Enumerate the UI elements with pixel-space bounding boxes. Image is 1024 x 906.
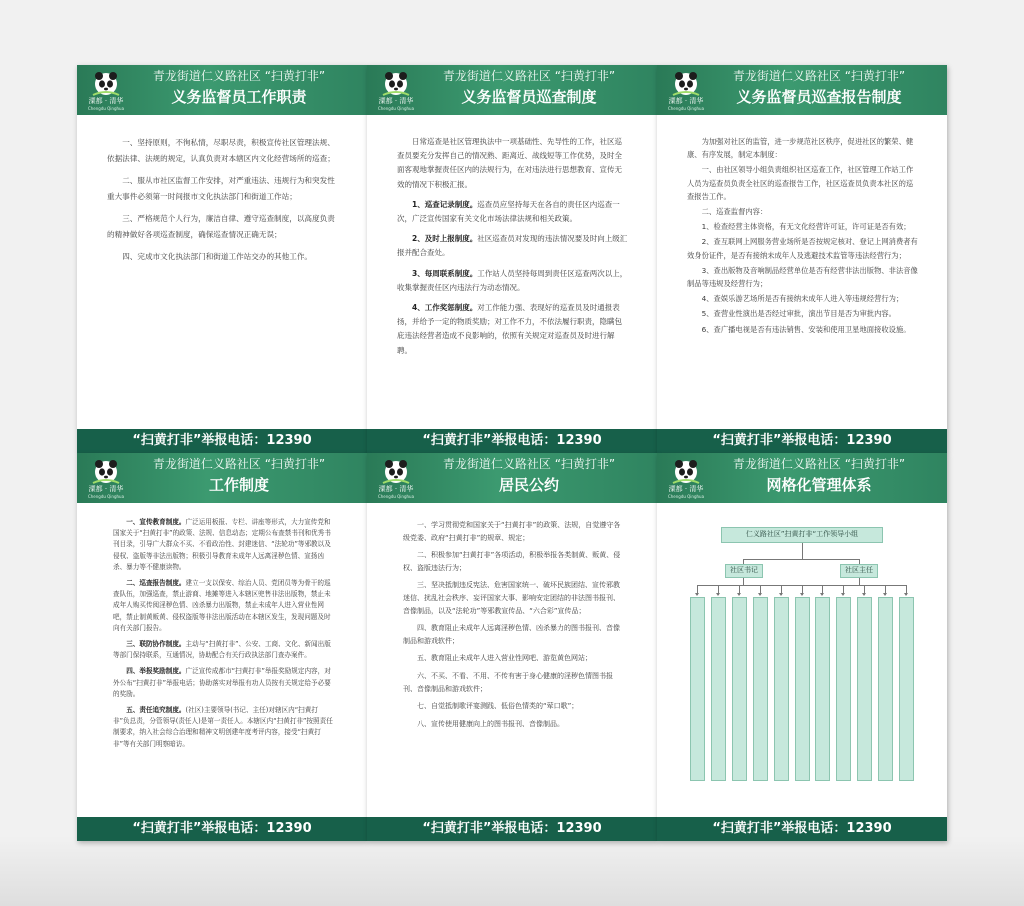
- paragraph: 3、查出版物及音响制品经营单位是否有经营非法出版物、非法音像制品等违规及经营行为；: [687, 265, 918, 289]
- panel-body: [687, 135, 919, 338]
- panel-work-system: [77, 453, 367, 841]
- panel-residents-pledge: [367, 453, 657, 841]
- panel-title: 义务监督员巡查制度: [461, 88, 597, 106]
- rule-heading: 一、宣传教育制度。: [126, 518, 186, 526]
- panel-patrol-report: [657, 65, 947, 453]
- panel-header: [657, 65, 947, 115]
- rule-item: [397, 301, 629, 358]
- paragraph: 一、由社区领导小组负责组织社区巡查工作，社区管理工作站工作人员为巡查员负责全社区的巡查报告工作，社区巡查员负责本社区的巡查报告工作。: [687, 165, 914, 201]
- paragraph: 七、自觉抵制歌评宴测践、低俗色情类的“荤口歌”；: [417, 702, 579, 711]
- paragraph: 三、坚决抵制违反宪法、危害国家统一、破坏民族团结、宣传邪教迷信、扰乱社会秩序、妄评国家大事、影响安定团结的非法图书报刊、音像制品，以及“法轮功”等邪教宣传品、“六合彩”宣传品；: [403, 581, 620, 615]
- org-leaf-box: [774, 597, 789, 781]
- org-chart: [657, 453, 947, 841]
- logo-caption: 溧都 · 清华: [668, 485, 704, 493]
- paragraph: 为加强对社区的监管，进一步规范社区秩序，促进社区的繁荣、健康、有序发展，制定本制度：: [687, 137, 914, 160]
- panel-subtitle: 青龙街道仁义路社区 “扫黄打非”: [152, 457, 326, 471]
- report-hotline-footer: “扫黄打非”举报电话：12390: [657, 817, 947, 841]
- logo-caption-en: Chengdu Qinghua: [667, 494, 705, 499]
- rule-item: [397, 198, 629, 226]
- paragraph: 6、查广播电视是否有违法销售、安装和使用卫星地面接收设施。: [701, 324, 911, 334]
- panel-header: [367, 65, 657, 115]
- arrow-down-icon: [737, 593, 741, 596]
- paragraph: 二、巡查监督内容：: [701, 207, 768, 217]
- panel-title: 义务监督员巡查报告制度: [736, 88, 902, 106]
- paragraph: 一、学习贯彻党和国家关于“扫黄打非”的政策、法规，自觉遵守各级党委、政府“扫黄打非”的规章、规定；: [403, 521, 621, 542]
- report-hotline-footer: “扫黄打非”举报电话：12390: [657, 429, 947, 453]
- panel-header: [77, 65, 367, 115]
- rule-item: [113, 705, 333, 750]
- org-leaf-box: [795, 597, 810, 781]
- arrow-down-icon: [862, 593, 866, 596]
- rule-heading: 3、每周联系制度。: [412, 268, 478, 278]
- rule-text: 建立一支以保安、综治人员、党团员等为骨干的巡查队伍，加强巡查，禁止游商、地摊等进入本辖区兜售非法出版物，禁止未成年人购买传阅淫秽色情、凶杀暴力出版物，禁止未成年人进入营业性网吧，禁止制黄贩黄、侵权盗版等非法出版活动在本辖区发生，发现问题及时向有关部门报告。: [113, 579, 331, 632]
- panel-header: [77, 453, 367, 503]
- paragraph: 六、不买、不看、不用、不传有害于身心健康的淫秽色情图书报刊、音像制品和游戏软件；: [403, 671, 613, 693]
- org-leaf-box: [899, 597, 914, 781]
- rule-text: (社区)主要领导(书记、主任)对辖区内“扫黄打非”负总责，分管领导(责任人)是第一责任人。本辖区内“扫黄打非”按照责任制要求，纳入社会综合治理和精神文明创建年度考评内容，接受“扫黄打非”等有关部门明察暗访。: [113, 706, 333, 748]
- report-hotline-footer: “扫黄打非”举报电话：12390: [77, 817, 367, 841]
- paragraph: 1、检查经营主体资格，有无文化经营许可证，许可证是否有效；: [701, 222, 911, 232]
- logo-caption: 溧都 · 清华: [378, 485, 414, 493]
- org-leaf-box: [836, 597, 851, 781]
- paragraph: 三、严格规范个人行为，廉洁自律、遵守巡查制度，以高度负责的精神做好各项巡查制度，确保巡查情况正确无误；: [107, 214, 335, 239]
- org-leaf-box: [857, 597, 872, 781]
- rule-heading: 四、举报奖励制度。: [126, 667, 186, 676]
- paragraph: 日常巡查是社区管理执法中一项基础性、先导性的工作，社区巡查员要充分发挥自己的情况熟、距离近、战线短等工作优势，及时全面客观地掌握责任区内的法规行为，在对违法进行思想教育、宣传无效的情况下积极汇报。: [397, 137, 622, 189]
- panel-subtitle: 青龙街道仁义路社区 “扫黄打非”: [442, 69, 616, 83]
- arrow-down-icon: [758, 593, 762, 596]
- rule-heading: 五、责任追究制度。: [126, 706, 186, 715]
- logo-caption-en: Chengdu Qinghua: [377, 106, 415, 111]
- logo-caption: 溧都 · 清华: [668, 97, 704, 105]
- rule-item: [397, 232, 629, 260]
- rule-item: [397, 267, 629, 295]
- paragraph: 4、查娱乐游艺场所是否有接纳未成年人进入等违规经营行为；: [701, 294, 904, 304]
- logo-caption-en: Chengdu Qinghua: [87, 494, 125, 499]
- org-leaf-box: [815, 597, 830, 781]
- paragraph: 四、教育阻止未成年人远离淫秽色情、凶杀暴力的图书报刊、音像制品和游戏软件；: [403, 624, 620, 645]
- logo-caption: 溧都 · 清华: [88, 97, 124, 105]
- panel-title: 居民公约: [498, 476, 559, 494]
- org-root-label: 仁义路社区”扫黄打非“工作领导小组: [745, 530, 859, 538]
- rule-text: 工作站人员坚持每周到责任区巡查两次以上，收集掌握责任区内违法行为动态情况。: [397, 268, 628, 292]
- arrow-down-icon: [883, 593, 887, 596]
- rule-text: 主动与“扫黄打非”、公安、工商、文化、新闻出版等部门保持联系，互通情况，协助配合有关行政执法部门查办案件。: [113, 640, 331, 660]
- arrow-down-icon: [904, 593, 908, 596]
- panel-grid-management: [657, 453, 947, 841]
- org-leaf-box: [878, 597, 893, 781]
- logo-caption: 溧都 · 清华: [88, 485, 124, 493]
- paragraph: 二、服从市社区监督工作安排，对严重违法、违规行为和突发性重大事件必须第一时间报市文化执法部门和街道工作站；: [107, 176, 335, 201]
- rule-text: 广泛运用板报、专栏、讲座等形式，大力宣传党和国家关于“扫黄打非”的政策、法规、信息动态；定期公布查禁书刊和优秀书刊目录，引导广大群众不买、不看政治性、封建迷信、“法轮功”等邪教以及侵权、盗版等非法出版物；积极引导教育未成年人远离淫秽色情、宣扬凶杀、暴力等不健康读物。: [113, 518, 331, 571]
- panel-body: [397, 135, 629, 364]
- rule-text: 广泛宣传成都市“扫黄打非”举报奖励规定内容，对外公布“扫黄打非”举报电话；协助落实对举报有功人员按有关规定给予必要的奖励。: [113, 667, 331, 698]
- org-secretary-label: 社区书记: [730, 566, 758, 574]
- org-connector: [802, 543, 803, 559]
- panel-body: [113, 517, 333, 755]
- panel-title: 义务监督员工作职责: [171, 88, 307, 106]
- org-connector: [743, 578, 744, 585]
- rule-item: [113, 517, 333, 573]
- arrow-down-icon: [695, 593, 699, 596]
- page-background: [0, 836, 1024, 906]
- paragraph: 一、坚持原则，不徇私情，尽职尽责，积极宣传社区管理法规、依据法律、法规的规定，认真负责对本辖区内文化经营场所的巡查；: [107, 138, 335, 163]
- logo-caption-en: Chengdu Qinghua: [667, 106, 705, 111]
- logo-caption-en: Chengdu Qinghua: [377, 494, 415, 499]
- rule-heading: 2、及时上报制度。: [412, 234, 478, 244]
- org-director-label: 社区主任: [845, 566, 873, 574]
- arrow-down-icon: [779, 593, 783, 596]
- paragraph: 八、宣传使用健康向上的图书报刊、音像制品。: [417, 719, 564, 728]
- panel-body: [107, 135, 339, 271]
- report-hotline-footer: “扫黄打非”举报电话：12390: [367, 817, 657, 841]
- org-leaf-box: [753, 597, 768, 781]
- arrow-down-icon: [716, 593, 720, 596]
- arrow-down-icon: [841, 593, 845, 596]
- rule-item: [113, 639, 333, 661]
- rule-text: 社区巡查员对发现的违法情况要及时向上级汇报并配合查处。: [397, 234, 628, 258]
- paragraph: 二、积极参加“扫黄打非”各项活动，积极举报各类制黄、贩黄、侵权、盗版违法行为；: [403, 551, 621, 572]
- panel-title: 工作制度: [208, 476, 269, 494]
- panel-subtitle: 青龙街道仁义路社区 “扫黄打非”: [152, 69, 326, 83]
- rule-heading: 二、巡查报告制度。: [126, 579, 186, 588]
- org-connector: [743, 559, 860, 560]
- org-leaf-box: [711, 597, 726, 781]
- arrow-down-icon: [820, 593, 824, 596]
- paragraph: 五、教育阻止未成年人进入营业性网吧、游览黄色网站；: [417, 654, 592, 663]
- panel-subtitle: 青龙街道仁义路社区 “扫黄打非”: [732, 457, 906, 471]
- paragraph: 5、查营业性演出是否经过审批，演出节目是否为审批内容。: [701, 309, 896, 319]
- logo-caption-en: Chengdu Qinghua: [87, 106, 125, 111]
- org-connector: [859, 578, 860, 585]
- org-leaf-box: [690, 597, 705, 781]
- arrow-down-icon: [800, 593, 804, 596]
- report-hotline-footer: “扫黄打非”举报电话：12390: [367, 429, 657, 453]
- rule-item: [113, 666, 333, 700]
- rule-text: 巡查员应坚持每天在各自的责任区内巡查一次，广泛宣传国家有关文化市场法律法规和相关政策。: [397, 199, 620, 224]
- rule-item: [113, 578, 333, 634]
- rule-text: 对工作能力强、表现好的巡查员及时通报表扬，并给予一定的物质奖励；对工作不力，不依法履行职责，隐瞒包庇违法经营者造成不良影响的，依照有关规定对巡查员及时进行解聘。: [397, 303, 622, 355]
- paragraph: 四、完成市文化执法部门和街道工作站交办的其他工作。: [122, 252, 313, 261]
- panel-title: 网格化管理体系: [766, 476, 872, 494]
- paragraph: 2、查互联网上网服务营业场所是否按规定核对、登记上网消费者有效身份证件，是否有接纳未成年人及逃避技术监管等违法经营行为；: [687, 237, 918, 260]
- panel-subtitle: 青龙街道仁义路社区 “扫黄打非”: [732, 69, 906, 83]
- logo-caption: 溧都 · 清华: [378, 97, 414, 105]
- rule-heading: 1、巡查记录制度。: [412, 199, 478, 209]
- rule-heading: 三、联防协作制度。: [126, 640, 186, 649]
- org-leaf-box: [732, 597, 747, 781]
- panel-duties: [77, 65, 367, 453]
- rule-heading: 4、工作奖惩制度。: [412, 303, 478, 313]
- report-hotline-footer: “扫黄打非”举报电话：12390: [77, 429, 367, 453]
- panel-patrol-system: [367, 65, 657, 453]
- panel-subtitle: 青龙街道仁义路社区 “扫黄打非”: [442, 457, 616, 471]
- panel-body: [403, 519, 623, 735]
- panel-header: [367, 453, 657, 503]
